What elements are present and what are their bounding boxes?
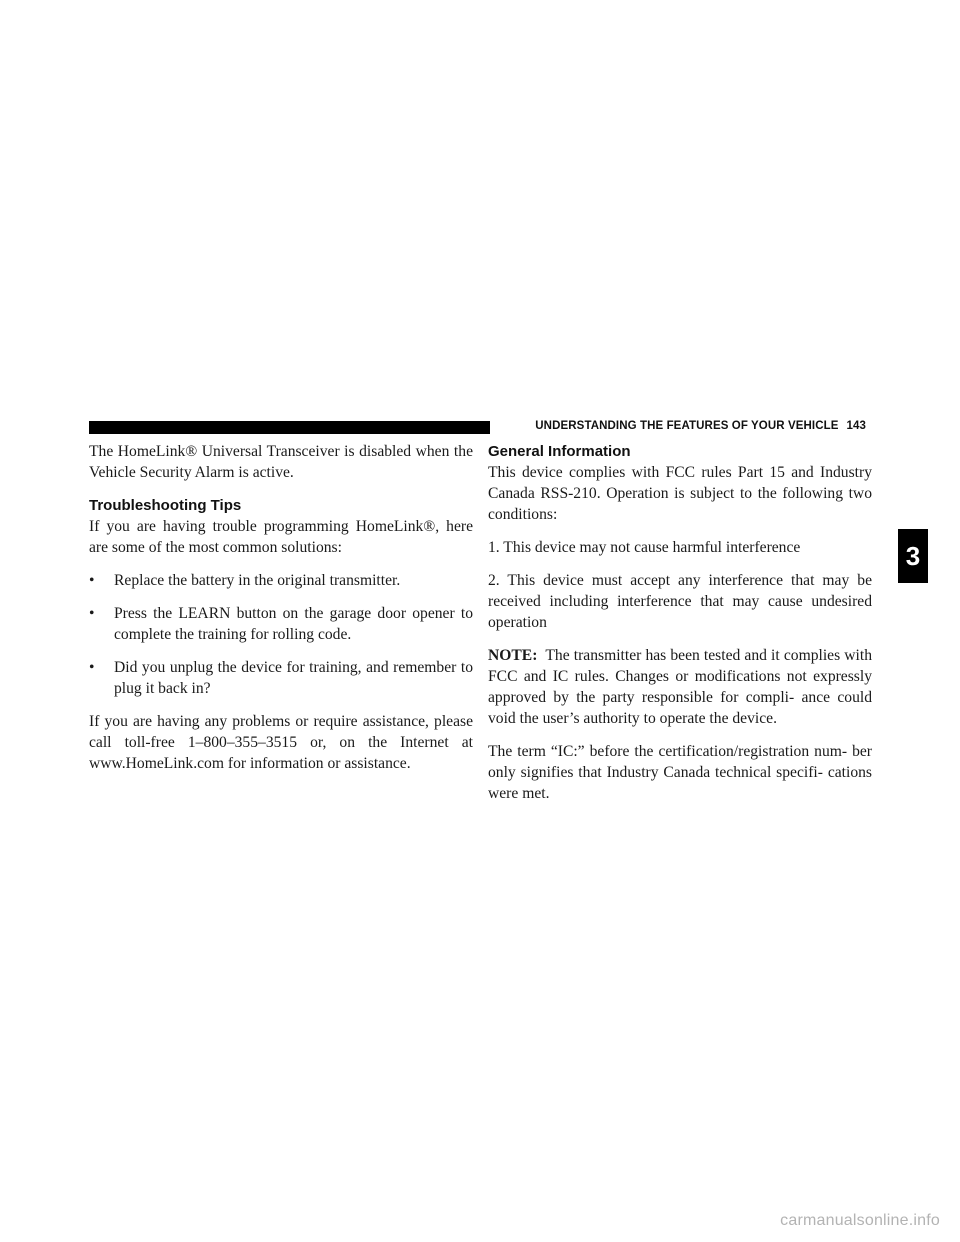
page-number: 143	[846, 420, 866, 432]
section-tab: 3	[898, 529, 928, 583]
note-label: NOTE:	[488, 647, 538, 664]
ic-term-paragraph: The term “IC:” before the certification/registration num- ber only signifies that Industry Canada technical specifi- cations were met.	[488, 743, 872, 802]
running-header	[504, 420, 866, 432]
general-information-heading: General Information	[488, 443, 631, 460]
condition-2: 2. This device must accept any interference that may be received including interference that may cause undesired operation	[488, 572, 872, 631]
assistance-paragraph: If you are having any problems or require assistance, please call toll-free 1–800–355–3515 or, on the Internet at www.HomeLink.com for information or assistance.	[89, 713, 473, 772]
note-text: The transmitter has been tested and it complies with FCC and IC rules. Changes or modifications not expressly approved by the party responsible for compli- ance could void the user’s authority to operate the device.	[488, 647, 872, 727]
watermark: carmanualsonline.info	[780, 1212, 940, 1229]
list-item: • Replace the battery in the original transmitter.	[89, 572, 401, 589]
condition-1: 1. This device may not cause harmful interference	[488, 539, 801, 556]
right-column	[488, 441, 872, 816]
list-item: • Did you unplug the device for training, and remember to plug it back in?	[89, 659, 473, 697]
intro-paragraph: The HomeLink® Universal Transceiver is disabled when the Vehicle Security Alarm is active.	[89, 443, 473, 481]
left-column	[89, 441, 473, 786]
solutions-list	[89, 570, 473, 699]
note-paragraph	[488, 645, 872, 729]
bullet-icon: •	[89, 605, 95, 622]
troubleshooting-lead: If you are having trouble programming HomeLink®, here are some of the most common solutions:	[89, 518, 473, 556]
troubleshooting-heading: Troubleshooting Tips	[89, 497, 242, 514]
fcc-compliance-paragraph: This device complies with FCC rules Part 15 and Industry Canada RSS-210. Operation is subject to the following two conditions:	[488, 464, 872, 523]
bullet-icon: •	[89, 572, 95, 589]
chapter-title: UNDERSTANDING THE FEATURES OF YOUR VEHICLE	[535, 420, 839, 432]
header-bar	[89, 421, 490, 434]
list-item: • Press the LEARN button on the garage door opener to complete the training for rolling code.	[89, 605, 473, 643]
bullet-icon: •	[89, 659, 95, 676]
